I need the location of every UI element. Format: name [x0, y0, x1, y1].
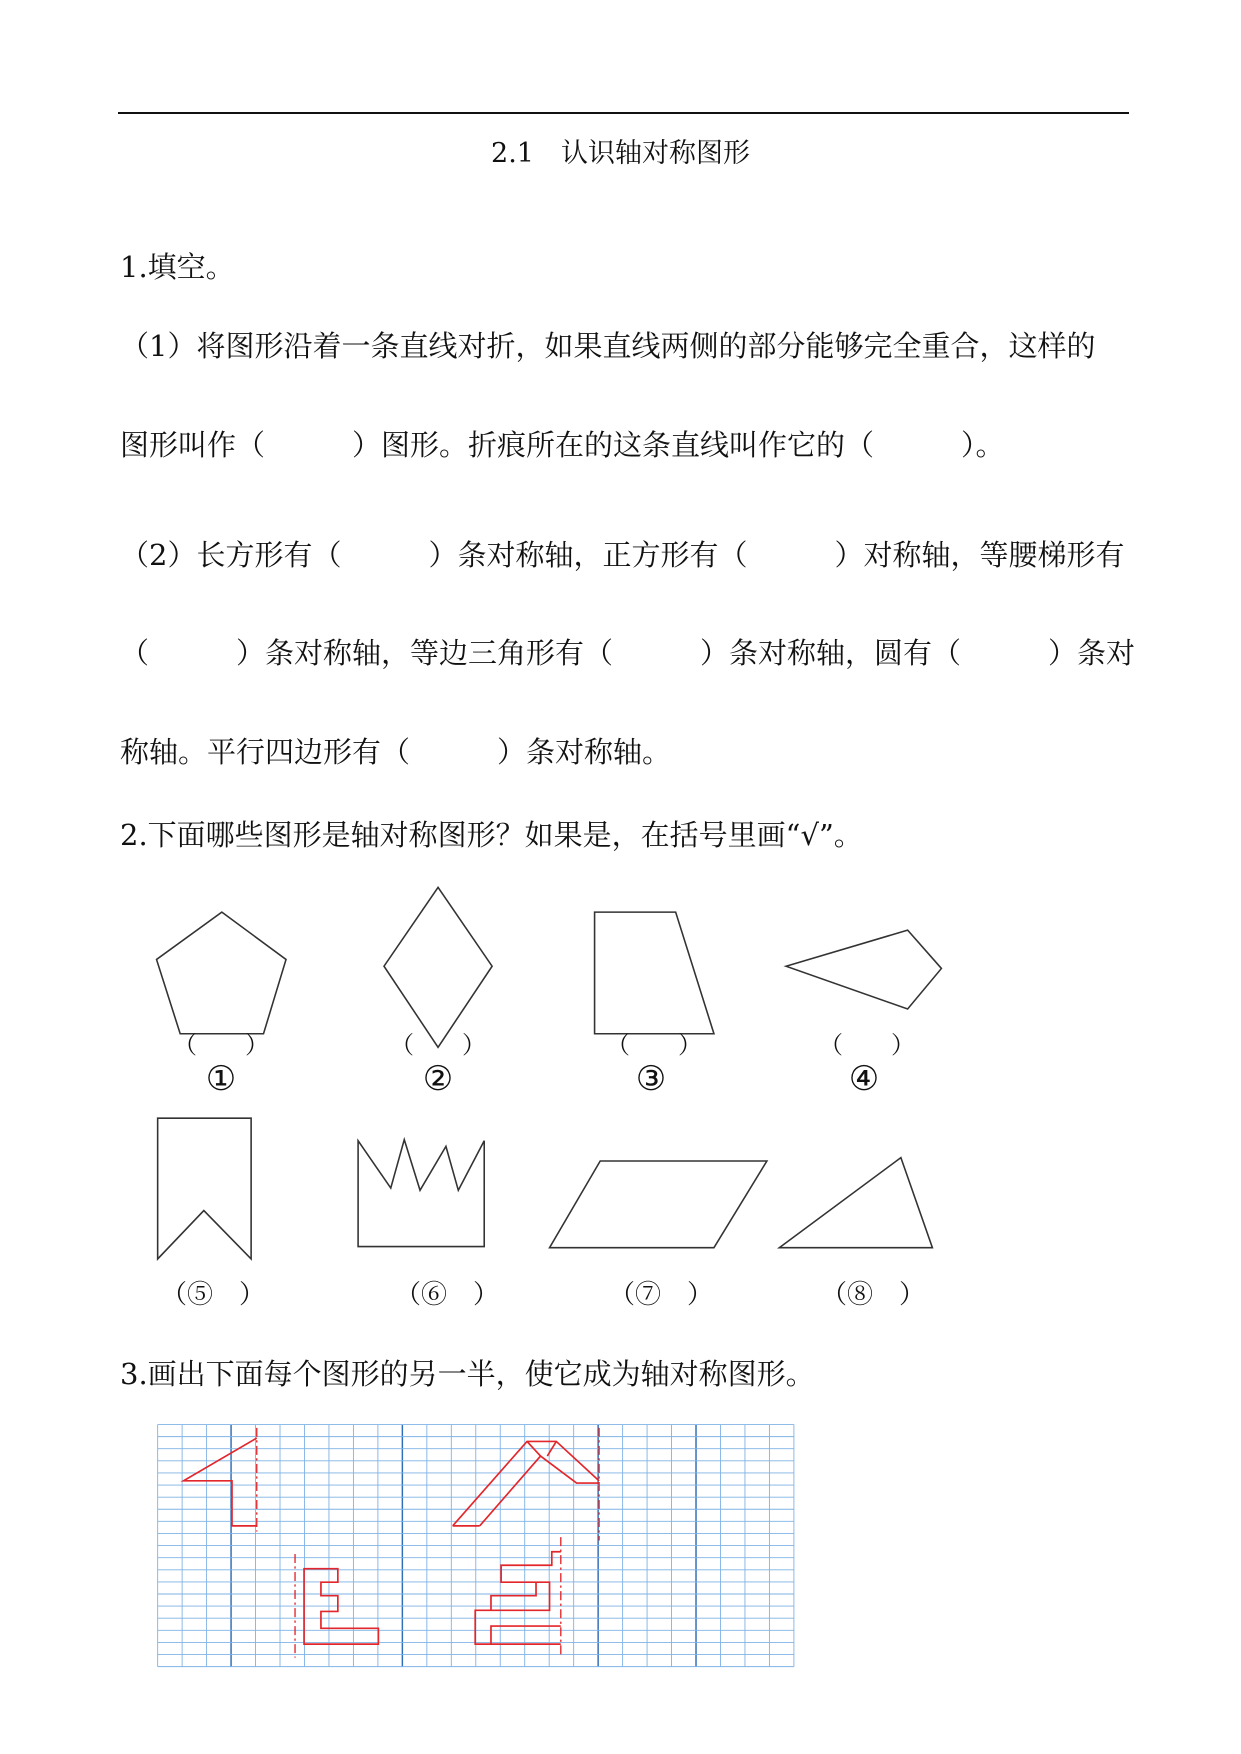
q1-line-1: （1）将图形沿着一条直线对折，如果直线两侧的部分能够完全重合，这样的 [120, 329, 1096, 363]
shape-label-6: （⑥ ） [394, 1280, 499, 1310]
shape-3-trapezoid [595, 912, 714, 1034]
page-title: 2.1 认识轴对称图形 [491, 138, 750, 169]
answer-blank-4: （ ） [819, 1031, 915, 1059]
shape-label-2: ② [422, 1059, 454, 1099]
q1-line-5: 称轴。平行四边形有（ ）条对称轴。 [120, 735, 672, 769]
shape-6-crown [358, 1140, 484, 1247]
half-figure-d [475, 1537, 561, 1657]
shape-label-4: ④ [848, 1059, 880, 1099]
shape-4-kite [786, 930, 941, 1009]
half-figure-b [453, 1428, 599, 1541]
shape-label-8: （⑧ ） [820, 1280, 925, 1310]
q1-line-2: 图形叫作（ ）图形。折痕所在的这条直线叫作它的（ ）。 [120, 428, 1005, 462]
q1-line-4: （ ）条对称轴，等边三角形有（ ）条对称轴，圆有（ ）条对 [120, 636, 1136, 670]
q3-heading: 3.画出下面每个图形的另一半，使它成为轴对称图形。 [120, 1357, 815, 1391]
q1-line-3: （2）长方形有（ ）条对称轴，正方形有（ ）对称轴，等腰梯形有 [120, 538, 1125, 572]
shape-label-1: ① [205, 1059, 237, 1099]
half-figure-a [184, 1428, 257, 1532]
answer-blank-2: （ ） [390, 1031, 486, 1059]
shape-2-rhombus [384, 887, 492, 1047]
shape-7-parallelogram [550, 1161, 767, 1248]
answer-blank-1: （ ） [173, 1031, 269, 1059]
shape-label-5: （⑤ ） [160, 1280, 265, 1310]
shape-label-3: ③ [635, 1059, 667, 1099]
shape-label-7: （⑦ ） [608, 1280, 713, 1310]
answer-blank-3: （ ） [606, 1031, 702, 1059]
shape-5-banner [158, 1118, 251, 1259]
q1-heading: 1.填空。 [120, 250, 235, 284]
q2-heading: 2.下面哪些图形是轴对称图形？如果是，在括号里画“√”。 [120, 818, 863, 852]
shape-8-triangle [779, 1158, 932, 1248]
shape-1-pentagon [157, 912, 287, 1034]
